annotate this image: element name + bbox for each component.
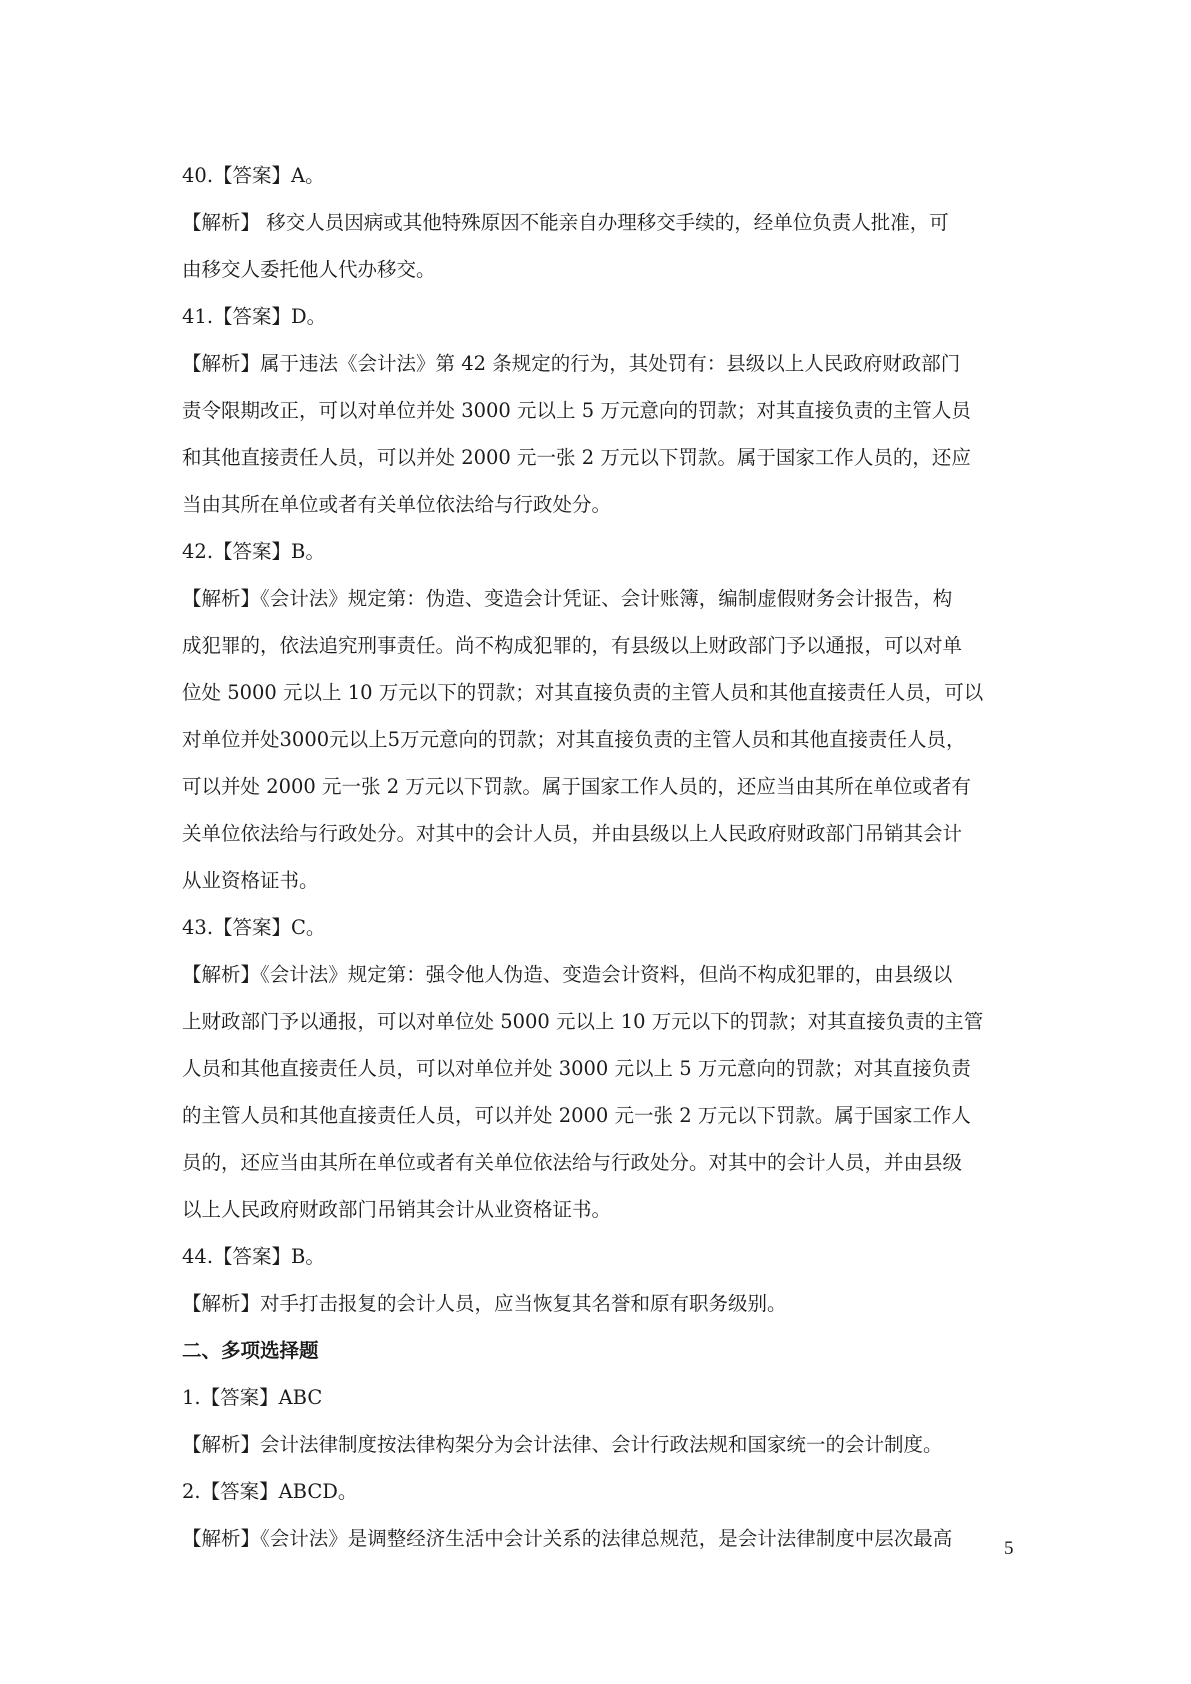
explanation-42-line-1: 【解析】《会计法》规定第：伪造、变造会计凭证、会计账簿，编制虚假财务会计报告，构 xyxy=(182,587,953,610)
explanation-42-line-6: 关单位依法给与行政处分。对其中的会计人员，并由县级以上人民政府财政部门吊销其会计 xyxy=(182,822,963,845)
explanation-41-line-4: 当由其所在单位或者有关单位依法给与行政处分。 xyxy=(182,493,612,516)
answer-44: 44.【答案】B。 xyxy=(182,1245,325,1268)
answer-40: 40.【答案】A。 xyxy=(182,164,325,187)
section-heading-multiple-choice: 二、多项选择题 xyxy=(182,1339,319,1362)
explanation-43-line-2: 上财政部门予以通报，可以对单位处 5000 元以上 10 万元以下的罚款；对其直接负责的主管 xyxy=(182,1010,984,1033)
explanation-42-line-2: 成犯罪的，依法追究刑事责任。尚不构成犯罪的，有县级以上财政部门予以通报，可以对单 xyxy=(182,634,963,657)
explanation-42-line-5: 可以并处 2000 元一张 2 万元以下罚款。属于国家工作人员的，还应当由其所在单位或者有 xyxy=(182,775,971,798)
page-body xyxy=(182,152,1012,1562)
explanation-m2-line-1: 【解析】《会计法》是调整经济生活中会计关系的法律总规范，是会计法律制度中层次最高 xyxy=(182,1527,953,1550)
explanation-42-line-4: 对单位并处3000元以上5万元意向的罚款；对其直接负责的主管人员和其他直接责任人员， xyxy=(182,728,966,751)
answer-41: 41.【答案】D。 xyxy=(182,305,327,328)
answer-42: 42.【答案】B。 xyxy=(182,540,325,563)
explanation-41-line-2: 责令限期改正，可以对单位并处 3000 元以上 5 万元意向的罚款；对其直接负责的主管人员 xyxy=(182,399,971,422)
explanation-43-line-5: 员的，还应当由其所在单位或者有关单位依法给与行政处分。对其中的会计人员，并由县级 xyxy=(182,1151,963,1174)
answer-43: 43.【答案】C。 xyxy=(182,916,326,939)
explanation-41-line-1: 【解析】属于违法《会计法》第 42 条规定的行为，其处罚有：县级以上人民政府财政部门 xyxy=(182,352,961,375)
explanation-43-line-1: 【解析】《会计法》规定第：强令他人伪造、变造会计资料，但尚不构成犯罪的，由县级以 xyxy=(182,963,953,986)
explanation-42-line-7: 从业资格证书。 xyxy=(182,869,319,892)
explanation-m1-line-1: 【解析】会计法律制度按法律构架分为会计法律、会计行政法规和国家统一的会计制度。 xyxy=(182,1433,943,1456)
explanation-43-line-3: 人员和其他直接责任人员，可以对单位并处 3000 元以上 5 万元意向的罚款；对其直接负责 xyxy=(182,1057,971,1080)
explanation-43-line-6: 以上人民政府财政部门吊销其会计从业资格证书。 xyxy=(182,1198,612,1221)
explanation-43-line-4: 的主管人员和其他直接责任人员，可以并处 2000 元一张 2 万元以下罚款。属于国家工作人 xyxy=(182,1104,971,1127)
explanation-40-line-2: 由移交人委托他人代办移交。 xyxy=(182,258,436,281)
page-number: 5 xyxy=(1004,1538,1014,1559)
explanation-40-line-1: 【解析】 移交人员因病或其他特殊原因不能亲自办理移交手续的，经单位负责人批准，可 xyxy=(182,211,949,234)
explanation-42-line-3: 位处 5000 元以上 10 万元以下的罚款；对其直接负责的主管人员和其他直接责任人员，可以 xyxy=(182,681,984,704)
answer-m1: 1.【答案】ABC xyxy=(182,1386,323,1409)
answer-m2: 2.【答案】ABCD。 xyxy=(182,1480,358,1503)
explanation-44-line-1: 【解析】对手打击报复的会计人员，应当恢复其名誉和原有职务级别。 xyxy=(182,1292,787,1315)
explanation-41-line-3: 和其他直接责任人员，可以并处 2000 元一张 2 万元以下罚款。属于国家工作人员的，还应 xyxy=(182,446,971,469)
